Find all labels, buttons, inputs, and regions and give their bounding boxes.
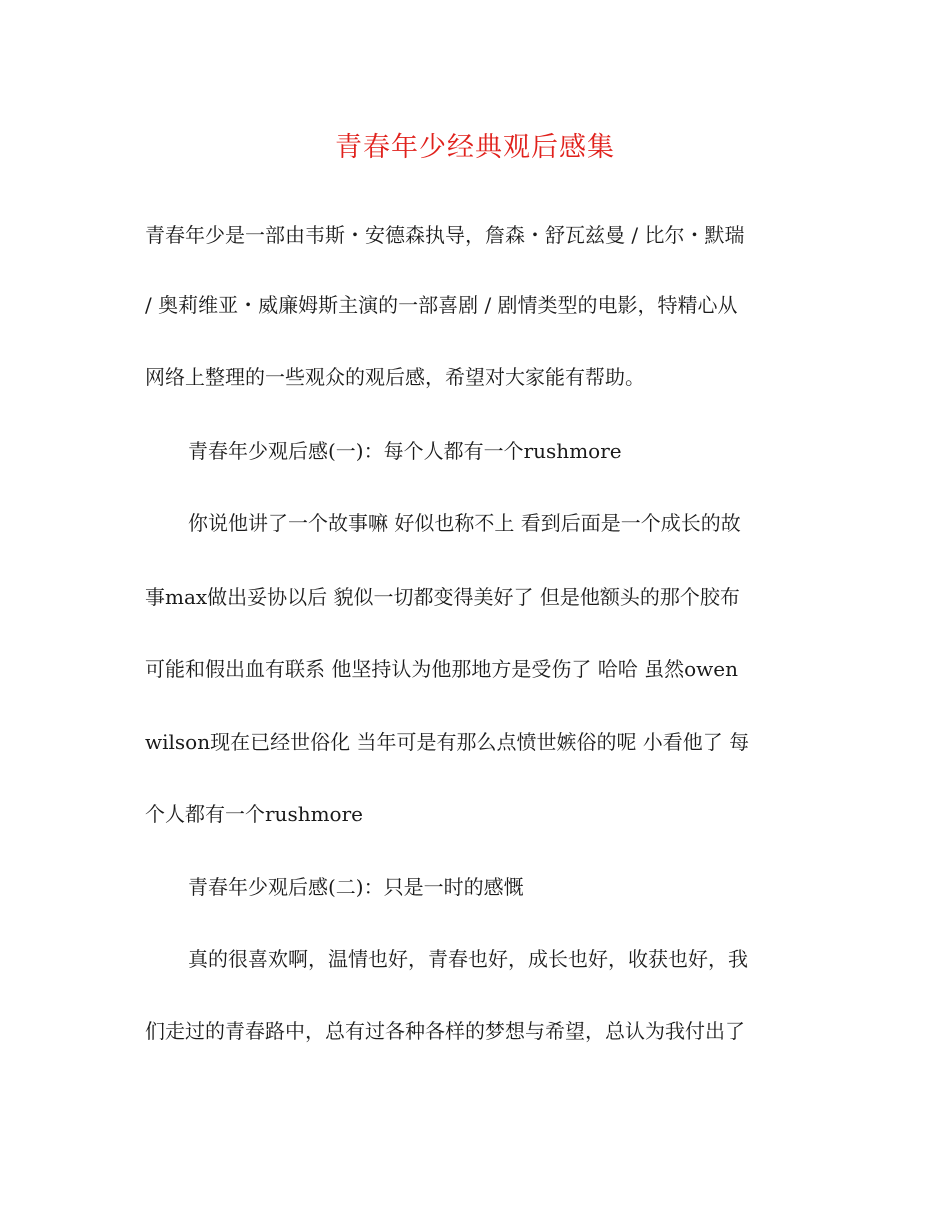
- body-line: 真的很喜欢啊，温情也好，青春也好，成长也好，收获也好，我: [188, 947, 748, 971]
- body-line: 你说他讲了一个故事嘛 好似也称不上 看到后面是一个成长的故: [188, 511, 741, 535]
- section-heading: 青春年少观后感(二)：只是一时的感慨: [188, 875, 524, 899]
- body-line: wilson现在已经世俗化 当年可是有那么点愤世嫉俗的呢 小看他了 每: [145, 730, 750, 754]
- body-line: 事max做出妥协以后 貌似一切都变得美好了 但是他额头的那个胶布: [145, 585, 740, 609]
- section-heading: 青春年少观后感(一)：每个人都有一个rushmore: [188, 439, 622, 463]
- body-line: 青春年少是一部由韦斯・安德森执导，詹森・舒瓦兹曼 / 比尔・默瑞: [145, 223, 745, 247]
- body-line: 可能和假出血有联系 他坚持认为他那地方是受伤了 哈哈 虽然owen: [145, 657, 738, 681]
- body-line: 们走过的青春路中，总有过各种各样的梦想与希望，总认为我付出了: [145, 1019, 745, 1043]
- body-line: 网络上整理的一些观众的观后感，希望对大家能有帮助。: [145, 365, 645, 389]
- body-line: / 奥莉维亚・威廉姆斯主演的一部喜剧 / 剧情类型的电影，特精心从: [145, 293, 738, 317]
- document-title: 青春年少经典观后感集: [335, 132, 615, 163]
- body-line: 个人都有一个rushmore: [145, 802, 363, 826]
